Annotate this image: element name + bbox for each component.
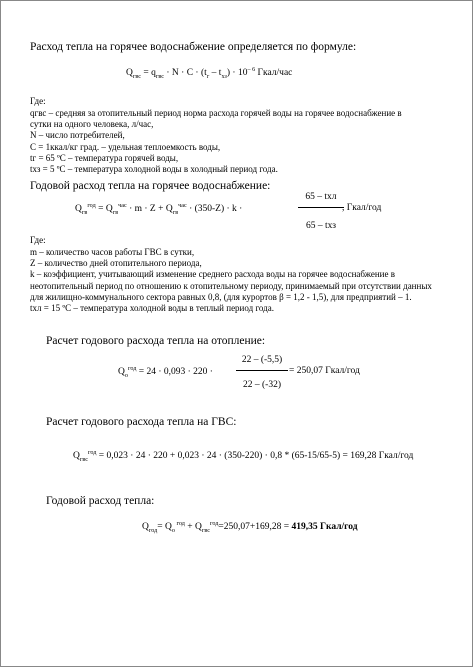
definition-line: неотопительный период по отношению к отопительному периоду, принимаемый при отсутствии данных (30, 280, 432, 291)
fraction-bar (298, 207, 344, 208)
definition-line: k – коэффициент, учитывающий изменение среднего расхода воды на горячее водоснабжение в (30, 269, 395, 280)
heading-hot-water-annual: Расчет годового расхода тепла на ГВС: (46, 416, 237, 428)
formula-unit: , Гкал/год (342, 203, 382, 213)
definition-line: N – число потребителей, (30, 130, 125, 141)
formula-result: = 250,07 Гкал/год (289, 366, 360, 376)
heading-hot-water-formula: Расход тепла на горячее водоснабжение определяется по формуле: (30, 41, 357, 53)
heading-heating-annual: Расчет годового расхода тепла на отопление: (46, 335, 266, 347)
fraction-numerator: 65 – tхл (305, 192, 337, 202)
where-label-1: Где: (30, 96, 46, 106)
fraction-numerator: 22 – (-5,5) (241, 355, 283, 365)
definition-line: для жилищно-коммунального сектора равных 0,8, (для курортов β = 1,2 - 1,5), для предприятий – 1. (30, 291, 412, 302)
definition-line: tхл = 15 ºС – температура холодной воды в теплый период года. (30, 303, 274, 314)
where-label-2: Где: (30, 235, 46, 245)
definition-line: tг = 65 ºС – температура горячей воды, (30, 152, 179, 163)
heading-annual-hot-water: Годовой расход тепла на горячее водоснабжение: (30, 180, 271, 192)
where-definitions-2 (30, 247, 432, 314)
definition-line: С = 1ккал/кг град. – удельная теплоемкость воды, (30, 141, 221, 152)
definition-line: qгвс – средняя за отопительный период норма расхода горячей воды на горячее водоснабжение в (30, 108, 402, 118)
where-definitions-1 (30, 108, 402, 175)
definition-line: сутки на одного человека, л/час, (30, 119, 154, 130)
definition-line: m – количество часов работы ГВС в сутки, (30, 247, 195, 257)
formula-annual-hot-water: $Q_{гв}^{год} = Q_{гв}^{час} \cdot m \cdot Z + Q_{гв}^{час} \cdot (350-Z) \cdot k$ · (75, 203, 243, 217)
total-result: 419,35 (291, 522, 318, 533)
definition-line: tхз = 5 ºС – температура холодной воды в холодный период года. (30, 164, 278, 175)
definition-line: Z – количество дней отопительного периода, (30, 258, 202, 269)
formula-hot-water-annual: $Q_{гвс}^{год} = 0,023 \cdot 24 \cdot 220 + 0,023 \cdot 24 \cdot (350-220) \cdot 0,8 * (65-15/65-5) = 169,28$ Гкал/год (73, 450, 414, 464)
fraction-denominator: 22 – (-32) (243, 380, 281, 390)
fraction-bar (236, 370, 288, 371)
heading-annual-total: Годовой расход тепла: (46, 495, 155, 507)
formula-annual-total: $Q_{год}= Q_о$ $^{год} + Q_{гвс}^{год}=250,07+169,28 = 419,35$ Гкал/год (142, 521, 358, 535)
formula-heating-annual: $Q_о^{год} = 24 \cdot 0,093 \cdot 220$ · (118, 366, 213, 380)
fraction-denominator: 65 – tхз (305, 221, 337, 231)
formula-hot-water-hourly: $Q_{гвс} = q_{гвс} \cdot N \cdot C \cdot (t_г - t_{хз}) \cdot 10^{- 6}$ Гкал/час (126, 67, 293, 81)
